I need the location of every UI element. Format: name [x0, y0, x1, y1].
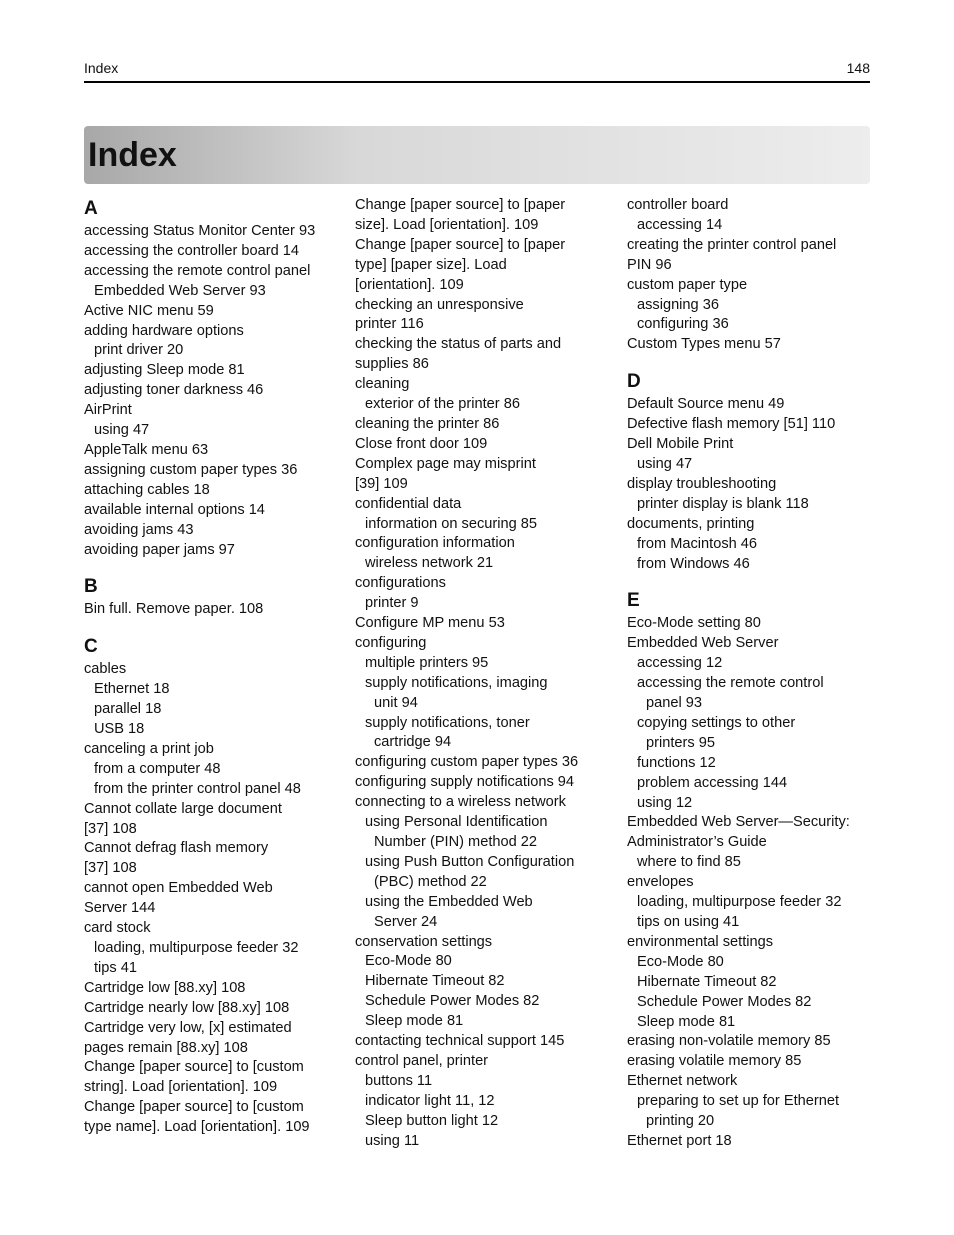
running-header-section: Index	[84, 60, 119, 76]
index-subentry: from a computer 48	[94, 760, 221, 777]
index-entry: card stock	[84, 920, 151, 937]
index-entry: size]. Load [orientation]. 109	[355, 216, 539, 233]
index-subentry: printing 20	[646, 1113, 715, 1130]
index-subentry: (PBC) method 22	[374, 873, 487, 890]
index-subentry: from Macintosh 46	[637, 535, 758, 552]
index-letter-heading: A	[84, 198, 98, 219]
index-subentry: using 12	[637, 794, 693, 811]
index-subentry: using 11	[365, 1132, 420, 1149]
index-entry: canceling a print job	[84, 740, 214, 757]
index-entry: Defective flash memory [51] 110	[627, 416, 836, 433]
index-column-1	[84, 196, 346, 1138]
index-entry: Server 144	[84, 900, 156, 917]
index-entry: environmental settings	[627, 933, 774, 950]
index-subentry: functions 12	[637, 754, 716, 771]
index-subentry: cartridge 94	[374, 734, 452, 751]
index-subentry: Eco-Mode 80	[637, 953, 724, 970]
index-subentry: Sleep mode 81	[365, 1013, 464, 1030]
index-entry: configuration information	[355, 535, 515, 552]
index-entry: avoiding jams 43	[84, 521, 194, 538]
index-entry: conservation settings	[355, 933, 493, 950]
index-subentry: printers 95	[646, 734, 715, 751]
index-entry: configuring supply notifications 94	[355, 774, 575, 791]
index-entry: Cannot defrag flash memory	[84, 840, 269, 857]
index-subentry: Hibernate Timeout 82	[365, 973, 505, 990]
index-entry: control panel, printer	[355, 1052, 489, 1069]
index-subentry: USB 18	[94, 721, 145, 738]
index-entry: cleaning	[355, 376, 410, 393]
index-entry: Change [paper source] to [custom	[84, 1099, 304, 1116]
index-entry: documents, printing	[627, 515, 755, 532]
index-entry: AppleTalk menu 63	[84, 441, 209, 458]
index-entry: Cartridge low [88.xy] 108	[84, 979, 246, 996]
index-entry: configuring custom paper types 36	[355, 754, 579, 771]
index-entry: Administrator’s Guide	[627, 834, 767, 851]
index-column-3	[627, 196, 889, 1152]
index-subentry: preparing to set up for Ethernet	[637, 1093, 840, 1110]
index-subentry: information on securing 85	[365, 515, 537, 532]
index-subentry: tips 41	[94, 959, 137, 976]
index-subentry: supply notifications, imaging	[365, 674, 548, 691]
index-entry: [orientation]. 109	[355, 276, 464, 293]
index-entry: Active NIC menu 59	[84, 302, 214, 319]
index-entry: Default Source menu 49	[627, 396, 785, 413]
index-entry: Eco-Mode setting 80	[627, 615, 761, 632]
index-entry: pages remain [88.xy] 108	[84, 1039, 248, 1056]
index-entry: cleaning the printer 86	[355, 415, 500, 432]
index-subentry: from Windows 46	[637, 555, 750, 572]
index-entry: avoiding paper jams 97	[84, 541, 235, 558]
index-subentry: copying settings to other	[637, 714, 796, 731]
index-subentry: printer display is blank 118	[637, 495, 809, 512]
index-entry: cannot open Embedded Web	[84, 880, 273, 897]
title-banner	[84, 126, 870, 184]
index-entry: cables	[84, 661, 127, 678]
index-entry: Configure MP menu 53	[355, 615, 505, 632]
index-subentry: using the Embedded Web	[365, 893, 533, 910]
index-subentry: using 47	[637, 455, 693, 472]
index-column-2	[355, 196, 617, 1152]
index-subentry: buttons 11	[365, 1072, 433, 1089]
index-subentry: using 47	[94, 422, 150, 439]
index-entry: configurations	[355, 575, 446, 592]
index-entry: checking an unresponsive	[355, 296, 524, 313]
index-entry: Cannot collate large document	[84, 800, 282, 817]
index-entry: Change [paper source] to [paper	[355, 236, 566, 253]
index-subentry: Eco-Mode 80	[365, 953, 452, 970]
index-subentry: using Personal Identification	[365, 814, 548, 831]
index-entry: erasing volatile memory 85	[627, 1053, 802, 1070]
index-entry: Cartridge nearly low [88.xy] 108	[84, 999, 290, 1016]
index-entry: checking the status of parts and	[355, 336, 562, 353]
index-entry: envelopes	[627, 874, 694, 891]
index-subentry: indicator light 11, 12	[365, 1092, 495, 1109]
index-entry: Embedded Web Server	[627, 635, 779, 652]
index-entry: printer 116	[355, 316, 424, 333]
index-entry: custom paper type	[627, 276, 748, 293]
index-subentry: print driver 20	[94, 342, 184, 359]
index-subentry: Embedded Web Server 93	[94, 282, 266, 299]
index-subentry: Hibernate Timeout 82	[637, 973, 777, 990]
index-entry: [37] 108	[84, 860, 137, 877]
index-entry: Change [paper source] to [paper	[355, 197, 566, 213]
index-subentry: loading, multipurpose feeder 32	[637, 894, 842, 911]
index-entry: Complex page may misprint	[355, 455, 536, 472]
index-entry: attaching cables 18	[84, 481, 210, 498]
index-entry: assigning custom paper types 36	[84, 461, 298, 478]
index-subentry: printer 9	[365, 595, 419, 612]
index-entry: accessing the controller board 14	[84, 242, 299, 259]
index-entry: connecting to a wireless network	[355, 794, 566, 811]
index-subentry: tips on using 41	[637, 914, 740, 930]
index-subentry: accessing the remote control	[637, 675, 824, 692]
index-entry: type] [paper size]. Load	[355, 256, 507, 273]
index-subentry: loading, multipurpose feeder 32	[94, 940, 299, 956]
index-entry: Ethernet port 18	[627, 1132, 732, 1149]
index-subentry: Schedule Power Modes 82	[365, 993, 540, 1010]
index-subentry: accessing 12	[637, 655, 723, 672]
index-letter-heading: B	[84, 576, 98, 598]
index-entry: creating the printer control panel	[627, 236, 837, 253]
index-letter-heading: C	[84, 636, 98, 658]
index-entry: Cartridge very low, [x] estimated	[84, 1019, 292, 1036]
index-subentry: wireless network 21	[365, 555, 494, 572]
index-entry: Bin full. Remove paper. 108	[84, 601, 264, 618]
index-entry: string]. Load [orientation]. 109	[84, 1079, 278, 1096]
index-subentry: exterior of the printer 86	[365, 396, 520, 413]
index-subentry: unit 94	[374, 694, 418, 711]
index-subentry: from the printer control panel 48	[94, 780, 301, 797]
index-letter-heading: D	[627, 371, 641, 393]
index-entry: PIN 96	[627, 256, 672, 273]
index-subentry: Schedule Power Modes 82	[637, 993, 812, 1010]
index-subentry: accessing 14	[637, 216, 723, 233]
index-subentry: using Push Button Configuration	[365, 853, 575, 870]
index-entry: Ethernet network	[627, 1073, 738, 1090]
index-entry: supplies 86	[355, 356, 429, 373]
index-letter-heading: E	[627, 590, 640, 612]
index-subentry: configuring 36	[637, 316, 729, 333]
index-entry: erasing non-volatile memory 85	[627, 1033, 831, 1050]
index-entry: display troubleshooting	[627, 475, 777, 492]
index-entry: AirPrint	[84, 402, 132, 419]
index-entry: Embedded Web Server—Security:	[627, 814, 850, 831]
index-subentry: multiple printers 95	[365, 654, 489, 671]
index-subentry: Ethernet 18	[94, 681, 170, 698]
index-entry: configuring	[355, 634, 427, 651]
index-subentry: Number (PIN) method 22	[374, 834, 538, 850]
index-entry: available internal options 14	[84, 501, 265, 518]
index-entry: type name]. Load [orientation]. 109	[84, 1119, 310, 1136]
index-entry: accessing the remote control panel	[84, 262, 311, 279]
index-entry: [39] 109	[355, 475, 408, 492]
page-number: 148	[846, 60, 870, 76]
index-subentry: where to find 85	[637, 854, 741, 871]
index-entry: Dell Mobile Print	[627, 436, 734, 453]
index-entry: contacting technical support 145	[355, 1033, 565, 1050]
index-subentry: Sleep mode 81	[637, 1013, 736, 1030]
index-entry: adjusting toner darkness 46	[84, 382, 264, 399]
index-subentry: Server 24	[374, 913, 438, 930]
index-entry: adding hardware options	[84, 322, 244, 339]
index-entry: controller board	[627, 197, 729, 213]
index-subentry: assigning 36	[637, 296, 719, 313]
index-entry: confidential data	[355, 495, 462, 512]
index-subentry: parallel 18	[94, 701, 162, 718]
header-rule	[84, 81, 870, 83]
index-subentry: supply notifications, toner	[365, 714, 530, 731]
index-entry: Change [paper source] to [custom	[84, 1059, 304, 1076]
index-subentry: problem accessing 144	[637, 774, 788, 791]
index-subentry: Sleep button light 12	[365, 1112, 499, 1129]
index-entry: accessing Status Monitor Center 93	[84, 223, 316, 239]
index-subentry: panel 93	[646, 695, 702, 712]
index-entry: Close front door 109	[355, 435, 488, 452]
index-entry: Custom Types menu 57	[627, 336, 781, 353]
index-entry: adjusting Sleep mode 81	[84, 362, 245, 379]
index-entry: [37] 108	[84, 820, 137, 837]
page-header	[84, 60, 870, 80]
page-title: Index	[88, 136, 177, 174]
